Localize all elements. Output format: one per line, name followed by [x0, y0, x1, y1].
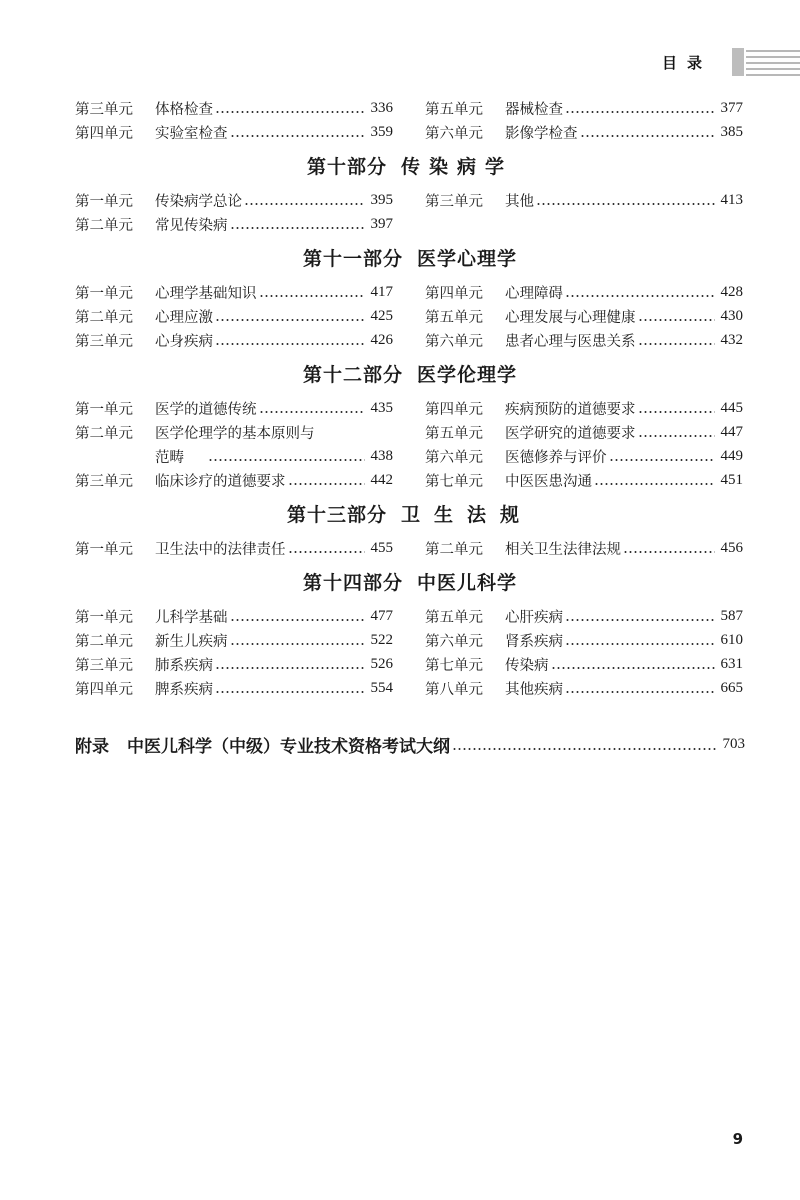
part-number: 第十部分 [306, 156, 387, 178]
entry-title: 传染病 [505, 657, 549, 674]
part-name: 中医儿科学 [417, 572, 518, 594]
part-name: 卫生法规 [401, 504, 534, 526]
part-number: 第十四部分 [302, 572, 403, 594]
entry-title: 卫生法中的法律责任 [155, 541, 286, 558]
part-heading [75, 236, 745, 280]
dot-leader [638, 396, 715, 420]
page-ref: 397 [370, 215, 393, 232]
dot-leader [594, 468, 715, 492]
toc-entry[interactable] [425, 420, 743, 444]
entry-title: 心身疾病 [155, 333, 213, 350]
toc-entry[interactable] [75, 536, 393, 560]
dot-leader [623, 536, 715, 560]
page-ref: 425 [370, 307, 393, 324]
toc-entry[interactable] [425, 604, 743, 628]
unit-label: 第二单元 [75, 633, 133, 650]
unit-label: 第六单元 [425, 125, 483, 142]
unit-label: 第五单元 [425, 101, 483, 118]
unit-label: 第二单元 [75, 217, 133, 234]
part-name: 医学心理学 [417, 248, 518, 270]
page-ref: 665 [720, 679, 743, 696]
entry-title: 器械检查 [505, 101, 563, 118]
page-ref: 385 [720, 123, 743, 140]
entry-title: 疾病预防的道德要求 [505, 401, 636, 418]
page-ref: 359 [370, 123, 393, 140]
toc-row [75, 420, 745, 444]
dot-leader [551, 652, 715, 676]
unit-label: 第三单元 [425, 193, 483, 210]
page-ref: 631 [720, 655, 743, 672]
toc-row [75, 676, 745, 700]
entry-title: 常见传染病 [155, 217, 228, 234]
dot-leader [215, 652, 365, 676]
dot-leader [565, 280, 715, 304]
unit-label: 第六单元 [425, 333, 483, 350]
toc-entry[interactable] [425, 188, 743, 212]
toc-row [75, 280, 745, 304]
unit-label: 第七单元 [425, 657, 483, 674]
entry-title: 肾系疾病 [505, 633, 563, 650]
dot-leader [638, 304, 715, 328]
toc-entry[interactable] [425, 96, 743, 120]
toc-entry[interactable] [75, 628, 393, 652]
toc-entry[interactable] [425, 444, 743, 468]
toc-entry[interactable] [75, 468, 393, 492]
toc-row [75, 396, 745, 420]
page-ref: 336 [370, 99, 393, 116]
entry-title: 患者心理与医患关系 [505, 333, 636, 350]
page-ref: 587 [720, 607, 743, 624]
part-number: 第十三部分 [286, 504, 387, 526]
toc-entry[interactable] [75, 420, 393, 444]
part-name: 医学伦理学 [417, 364, 518, 386]
page-ref: 395 [370, 191, 393, 208]
unit-label: 第八单元 [425, 681, 483, 698]
unit-label: 第六单元 [425, 633, 483, 650]
toc-row [75, 536, 745, 560]
page-ref: 413 [720, 191, 743, 208]
page-ref: 435 [370, 399, 393, 416]
toc-entry[interactable] [75, 188, 393, 212]
dot-leader [452, 732, 717, 756]
toc-row [75, 212, 745, 236]
dot-leader [259, 280, 365, 304]
part-heading [75, 144, 745, 188]
toc-entry[interactable] [75, 280, 393, 304]
entry-title: 相关卫生法律法规 [505, 541, 621, 558]
toc-entry[interactable] [75, 676, 393, 700]
part-number: 第十一部分 [302, 248, 403, 270]
toc-entry[interactable] [425, 468, 743, 492]
toc-row [75, 652, 745, 676]
page-ref: 432 [720, 331, 743, 348]
toc-row [75, 628, 745, 652]
toc-entry[interactable] [75, 120, 393, 144]
part-heading [75, 560, 745, 604]
entry-title: 医学伦理学的基本原则与 [155, 425, 315, 442]
unit-label: 第一单元 [75, 541, 133, 558]
toc-entry-continuation[interactable] [75, 444, 393, 468]
unit-label: 第二单元 [425, 541, 483, 558]
unit-label: 第一单元 [75, 193, 133, 210]
unit-label: 第二单元 [75, 309, 133, 326]
page-ref: 526 [370, 655, 393, 672]
dot-leader [244, 188, 365, 212]
page-ref: 451 [720, 471, 743, 488]
entry-title: 医学研究的道德要求 [505, 425, 636, 442]
unit-label: 第三单元 [75, 101, 133, 118]
dot-leader [215, 328, 365, 352]
toc-row [75, 604, 745, 628]
unit-label: 第二单元 [75, 425, 133, 442]
dot-leader [230, 120, 365, 144]
dot-leader [215, 676, 365, 700]
dot-leader [638, 328, 715, 352]
toc-entry[interactable] [425, 280, 743, 304]
toc-entry[interactable] [425, 396, 743, 420]
toc-row [75, 120, 745, 144]
page-ref: 445 [720, 399, 743, 416]
entry-title: 心理应激 [155, 309, 213, 326]
dot-leader [288, 468, 365, 492]
page-ref: 455 [370, 539, 393, 556]
running-header [0, 44, 800, 78]
page-ref: 610 [720, 631, 743, 648]
entry-title: 中医医患沟通 [505, 473, 592, 490]
dot-leader [230, 628, 365, 652]
page-ref: 522 [370, 631, 393, 648]
toc-entry[interactable] [75, 212, 393, 236]
toc-entry[interactable] [75, 396, 393, 420]
page-ref: 554 [370, 679, 393, 696]
toc-entry[interactable] [425, 304, 743, 328]
unit-label: 第一单元 [75, 285, 133, 302]
toc-entry[interactable] [425, 676, 743, 700]
entry-title: 传染病学总论 [155, 193, 242, 210]
toc-entry[interactable] [75, 96, 393, 120]
entry-title: 肺系疾病 [155, 657, 213, 674]
dot-leader [259, 396, 365, 420]
unit-label: 第七单元 [425, 473, 483, 490]
dot-leader [565, 96, 715, 120]
page-ref: 442 [370, 471, 393, 488]
toc-row [75, 328, 745, 352]
dot-leader [565, 628, 715, 652]
page-ref: 428 [720, 283, 743, 300]
part-heading [75, 492, 745, 536]
dot-leader [565, 676, 715, 700]
toc-entry[interactable] [425, 652, 743, 676]
page-ref: 449 [720, 447, 743, 464]
unit-label: 第五单元 [425, 425, 483, 442]
unit-label: 第一单元 [75, 401, 133, 418]
entry-title: 其他疾病 [505, 681, 563, 698]
toc-entry[interactable] [425, 328, 743, 352]
entry-title: 医德修养与评价 [505, 449, 607, 466]
toc-entry[interactable] [425, 536, 743, 560]
dot-leader [638, 420, 715, 444]
page-ref: 377 [720, 99, 743, 116]
dot-leader [536, 188, 715, 212]
entry-title: 范畴 [155, 449, 184, 466]
header-title: 目录 [661, 54, 712, 72]
entry-title: 临床诊疗的道德要求 [155, 473, 286, 490]
page-ref: 430 [720, 307, 743, 324]
entry-title: 新生儿疾病 [155, 633, 228, 650]
unit-label: 第四单元 [425, 285, 483, 302]
appendix-label: 附录 [75, 736, 109, 757]
page-ref: 426 [370, 331, 393, 348]
dot-leader [230, 604, 365, 628]
toc-row [75, 188, 745, 212]
toc-entry[interactable] [75, 328, 393, 352]
entry-title: 心肝疾病 [505, 609, 563, 626]
dot-leader [208, 444, 365, 468]
page-ref: 438 [370, 447, 393, 464]
toc-row [75, 96, 745, 120]
page-ref: 456 [720, 539, 743, 556]
dot-leader [288, 536, 365, 560]
unit-label: 第四单元 [75, 681, 133, 698]
unit-label: 第一单元 [75, 609, 133, 626]
unit-label: 第三单元 [75, 473, 133, 490]
entry-title: 心理障碍 [505, 285, 563, 302]
page-ref: 447 [720, 423, 743, 440]
toc-row [75, 468, 745, 492]
toc-entry[interactable] [75, 304, 393, 328]
entry-title: 体格检查 [155, 101, 213, 118]
entry-title: 实验室检查 [155, 125, 228, 142]
unit-label: 第五单元 [425, 609, 483, 626]
page-ref: 417 [370, 283, 393, 300]
toc-entry[interactable] [75, 604, 393, 628]
page-ref: 703 [722, 735, 745, 752]
entry-title: 心理学基础知识 [155, 285, 257, 302]
dot-leader [230, 212, 365, 236]
entry-title: 其他 [505, 193, 534, 210]
unit-label: 第三单元 [75, 333, 133, 350]
dot-leader [215, 304, 365, 328]
entry-title: 脾系疾病 [155, 681, 213, 698]
toc-row [75, 444, 745, 468]
part-heading [75, 352, 745, 396]
entry-title: 影像学检查 [505, 125, 578, 142]
toc-entry[interactable] [425, 120, 743, 144]
toc-row [75, 304, 745, 328]
dot-leader [565, 604, 715, 628]
page-number: 9 [732, 1130, 743, 1148]
entry-title: 儿科学基础 [155, 609, 228, 626]
entry-title: 医学的道德传统 [155, 401, 257, 418]
appendix-entry[interactable] [75, 730, 745, 758]
unit-label: 第三单元 [75, 657, 133, 674]
toc-entry[interactable] [75, 652, 393, 676]
part-number: 第十二部分 [302, 364, 403, 386]
appendix-title: 中医儿科学（中级）专业技术资格考试大纲 [127, 736, 450, 757]
part-name: 传染病学 [401, 156, 514, 178]
dot-leader [215, 96, 365, 120]
unit-label: 第六单元 [425, 449, 483, 466]
entry-title: 心理发展与心理健康 [505, 309, 636, 326]
page-ref: 477 [370, 607, 393, 624]
header-decoration [732, 48, 800, 76]
unit-label: 第五单元 [425, 309, 483, 326]
toc-entry[interactable] [425, 628, 743, 652]
unit-label: 第四单元 [75, 125, 133, 142]
table-of-contents [75, 96, 745, 758]
unit-label: 第四单元 [425, 401, 483, 418]
dot-leader [609, 444, 715, 468]
dot-leader [580, 120, 715, 144]
